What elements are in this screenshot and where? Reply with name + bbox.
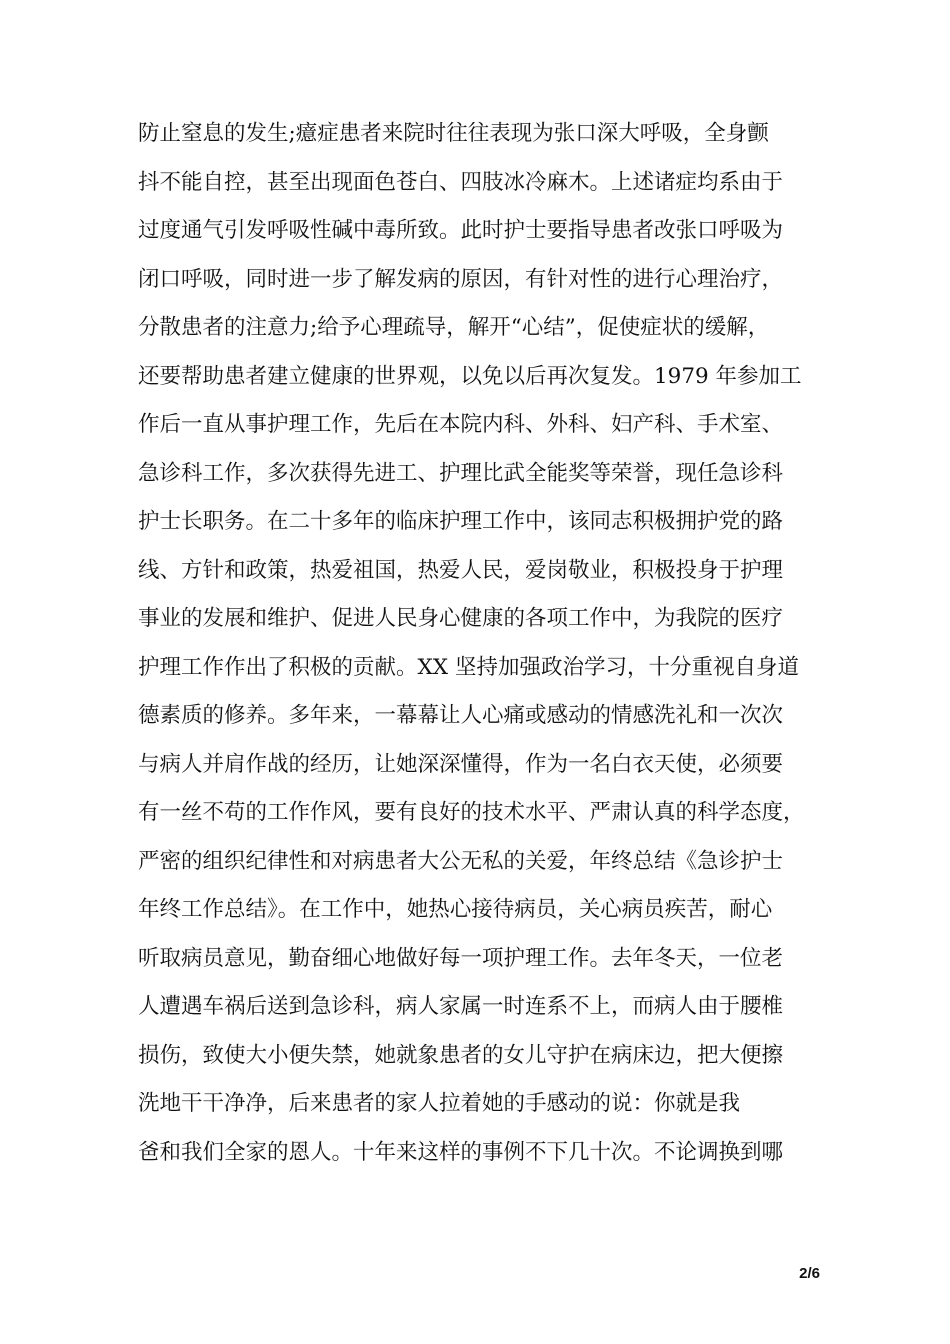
- text-line: 爸和我们全家的恩人。十年来这样的事例不下几十次。不论调换到哪: [138, 1139, 784, 1165]
- text-line: 抖不能自控，甚至出现面色苍白、四肢冰冷麻木。上述诸症均系由于: [138, 169, 784, 195]
- text-line: 急诊科工作，多次获得先进工、护理比武全能奖等荣誉，现任急诊科: [138, 460, 784, 486]
- text-line: 与病人并肩作战的经历，让她深深懂得，作为一名白衣天使，必须要: [138, 751, 784, 777]
- text-line: 闭口呼吸，同时进一步了解发病的原因，有针对性的进行心理治疗，: [138, 266, 784, 292]
- text-line: 线、方针和政策，热爱祖国，热爱人民，爱岗敬业，积极投身于护理: [138, 557, 784, 583]
- text-line: 洗地干干净净，后来患者的家人拉着她的手感动的说：你就是我: [138, 1091, 741, 1116]
- text-line: 分散患者的注意力;给予心理疏导，解开“心结”，促使症状的缓解，: [138, 315, 770, 340]
- text-line: 作后一直从事护理工作，先后在本院内科、外科、妇产科、手术室、: [138, 412, 784, 437]
- text-line: 护理工作作出了积极的贡献。XX 坚持加强政治学习，十分重视自身道: [138, 654, 799, 680]
- text-line: 防止窒息的发生;癔症患者来院时往往表现为张口深大呼吸，全身颤: [138, 121, 769, 146]
- body-text: [138, 114, 828, 1181]
- text-line: 年终工作总结》。在工作中，她热心接待病员，关心病员疾苦，耐心: [138, 897, 773, 922]
- text-line: 人遭遇车祸后送到急诊科，病人家属一时连系不上，而病人由于腰椎: [138, 994, 784, 1019]
- text-line: 严密的组织纪律性和对病患者大公无私的关爱，年终总结《急诊护士: [138, 848, 784, 874]
- text-line: 有一丝不苟的工作作风，要有良好的技术水平、严肃认真的科学态度，: [138, 800, 805, 825]
- text-line: 德素质的修养。多年来，一幕幕让人心痛或感动的情感洗礼和一次次: [138, 703, 784, 728]
- text-line: 事业的发展和维护、促进人民身心健康的各项工作中，为我院的医疗: [138, 606, 784, 631]
- page-number: 2/6: [799, 1265, 820, 1282]
- text-line: 损伤，致使大小便失禁，她就象患者的女儿守护在病床边，把大便擦: [138, 1042, 784, 1068]
- text-line: 过度通气引发呼吸性碱中毒所致。此时护士要指导患者改张口呼吸为: [138, 218, 784, 243]
- text-line: 还要帮助患者建立健康的世界观，以免以后再次复发。1979 年参加工: [138, 363, 802, 389]
- text-line: 护士长职务。在二十多年的临床护理工作中，该同志积极拥护党的路: [138, 509, 784, 534]
- text-line: 听取病员意见，勤奋细心地做好每一项护理工作。去年冬天，一位老: [138, 945, 784, 971]
